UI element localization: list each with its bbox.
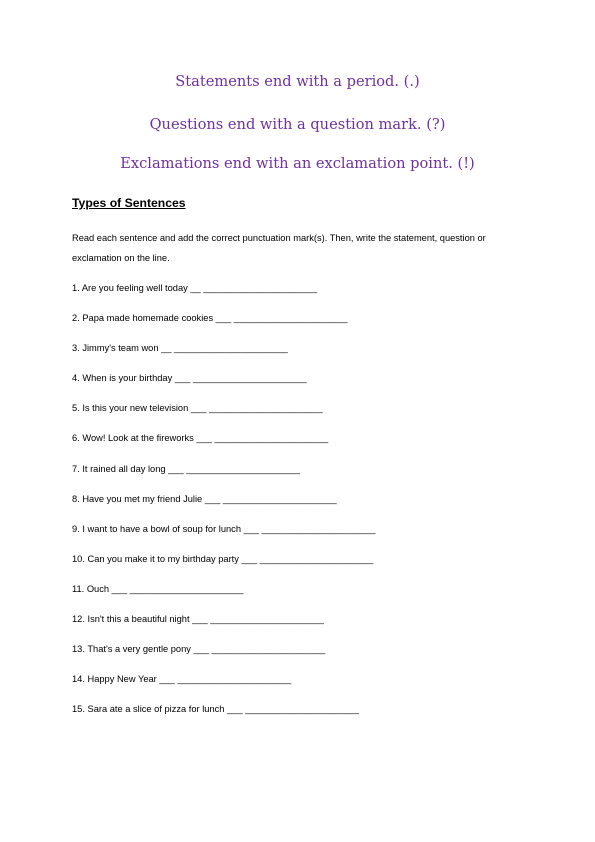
exercise-text: 8. Have you met my friend Julie ___ ______________________ <box>72 493 337 504</box>
rule-questions: Questions end with a question mark. (?) <box>149 116 446 133</box>
exercise-item <box>72 522 375 552</box>
exercise-item <box>72 401 375 431</box>
exercise-text: 9. I want to have a bowl of soup for lunch ___ ______________________ <box>72 523 376 534</box>
exercise-item <box>72 281 375 311</box>
exercise-text: 4. When is your birthday ___ ______________________ <box>72 373 307 384</box>
exercise-text: 6. Wow! Look at the fireworks ___ ______________________ <box>72 433 329 444</box>
rule-exclamations: Exclamations end with an exclamation point. (!) <box>120 155 475 172</box>
exercise-text: 1. Are you feeling well today __ ______________________ <box>72 283 318 293</box>
exercise-item <box>72 582 375 612</box>
instructions-text: Read each sentence and add the correct punctuation mark(s). Then, write the statement, question or exclamation on the line. <box>72 233 486 263</box>
exercise-item <box>72 702 375 732</box>
exercise-text: 12. Isn't this a beautiful night ___ ______________________ <box>72 614 324 625</box>
exercise-item <box>72 371 375 401</box>
exercise-text: 14. Happy New Year ___ ______________________ <box>72 674 292 685</box>
rule-statements: Statements end with a period. (.) <box>175 73 420 90</box>
exercise-text: 3. Jimmy's team won __ ______________________ <box>72 343 288 354</box>
exercise-item <box>72 341 375 371</box>
exercise-text: 15. Sara ate a slice of pizza for lunch ___ ______________________ <box>72 704 359 715</box>
exercise-item <box>72 492 375 522</box>
exercise-text: 2. Papa made homemade cookies ___ ______________________ <box>72 313 348 324</box>
exercise-item <box>72 612 375 642</box>
exercise-list <box>72 281 375 732</box>
section-title: Types of Sentences <box>72 196 186 210</box>
exercise-text: 13. That's a very gentle pony ___ ______________________ <box>72 644 326 655</box>
exercise-text: 5. Is this your new television ___ ______________________ <box>72 403 323 414</box>
exercise-item <box>72 672 375 702</box>
exercise-text: 7. It rained all day long ___ ______________________ <box>72 463 300 474</box>
exercise-text: 11. Ouch ___ ______________________ <box>72 583 244 594</box>
exercise-text: 10. Can you make it to my birthday party ___ ______________________ <box>72 553 374 564</box>
exercise-item <box>72 552 375 582</box>
exercise-item <box>72 311 375 341</box>
exercise-item <box>72 431 375 461</box>
exercise-item <box>72 462 375 492</box>
exercise-item <box>72 642 375 672</box>
